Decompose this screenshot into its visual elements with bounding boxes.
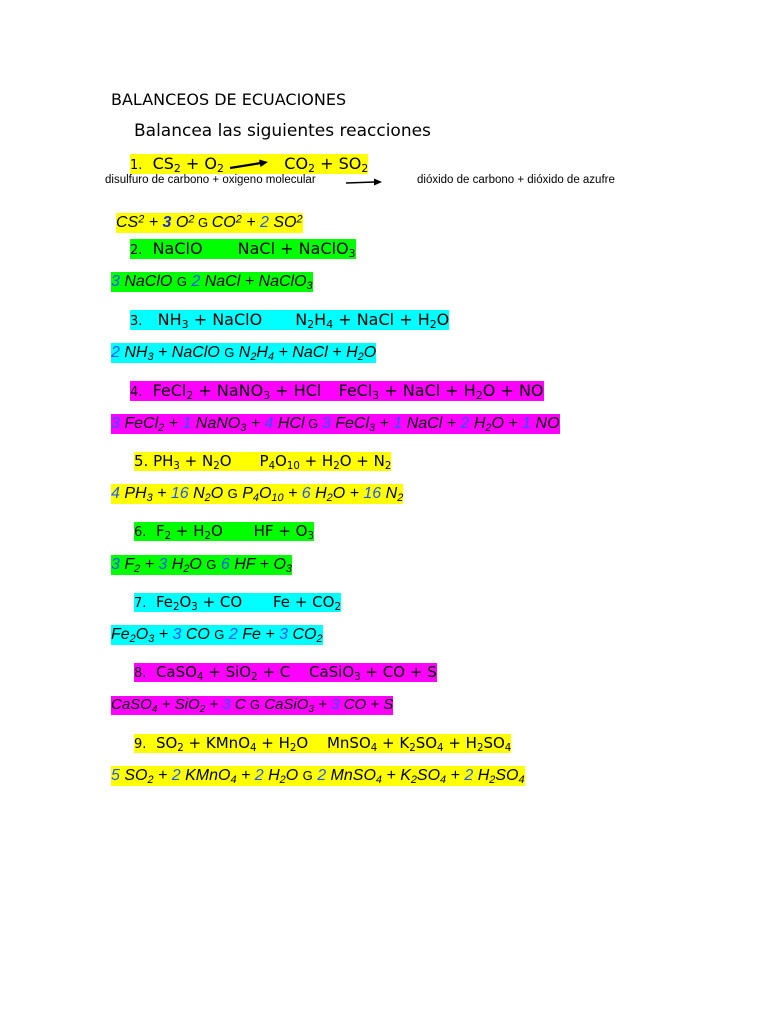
answer-6-highlight: 3 F2 + 3 H2O G 6 HF + O3 — [111, 556, 292, 576]
equation-7 — [134, 593, 341, 612]
equation-4 — [130, 381, 544, 401]
products-description: dióxido de carbono + dióxido de azufre — [417, 174, 615, 186]
answer-8 — [111, 696, 393, 715]
answer-3 — [111, 343, 376, 363]
answer-5-highlight: 4 PH3 + 16 N2O G P4O10 + 6 H2O + 16 N2 — [111, 485, 404, 505]
reactants-description: disulfuro de carbono + oxigeno molecular — [105, 174, 316, 186]
answer-5 — [111, 484, 403, 504]
equation-9-highlight: 9. SO2 + KMnO4 + H2O MnSO4 + K2SO4 + H2SO4 — [134, 734, 512, 754]
answer-8-highlight: CaSO4 + SiO2 + 3 C G CaSiO3 + 3 CO + S — [111, 696, 394, 715]
answer-2 — [111, 272, 313, 292]
equation-1-highlight: 1. CS2 + O2 CO2 + SO2 — [130, 154, 369, 176]
answer-7-highlight: Fe2O3 + 3 CO G 2 Fe + 3 CO2 — [111, 626, 323, 646]
page-subtitle: Balancea las siguientes reacciones — [134, 121, 431, 141]
equation-4-highlight: 4. FeCl2 + NaNO3 + HCl FeCl3 + NaCl + H2O + NO — [130, 381, 544, 403]
answer-1-highlight: $CS^2 + 3$ $O^2$ G $CO^2 + 2$ $SO^2$ — [116, 213, 303, 231]
answer-3-highlight: 2 NH3 + NaClO G N2H4 + NaCl + H2O — [111, 344, 377, 364]
equation-9 — [134, 734, 511, 753]
description-arrow-icon — [345, 177, 383, 187]
reaction-arrow-icon — [229, 159, 269, 171]
answer-6 — [111, 555, 292, 575]
page-title: BALANCEOS DE ECUACIONES — [111, 90, 347, 109]
answer-7 — [111, 625, 323, 645]
equation-6 — [134, 522, 314, 541]
equation-3-highlight: 3. NH3 + NaClO N2H4 + NaCl + H2O — [130, 310, 450, 332]
equation-3 — [130, 310, 449, 330]
equation-8-highlight: 8. CaSO4 + SiO2 + C CaSiO3 + CO + S — [134, 663, 437, 683]
answer-2-highlight: 3 NaClO G 2 NaCl + NaClO3 — [111, 273, 313, 293]
answer-9 — [111, 766, 525, 786]
equation-7-highlight: 7. Fe2O3 + CO Fe + CO2 — [134, 593, 341, 613]
equation-1 — [130, 154, 368, 174]
equation-6-highlight: 6. F2 + H2O HF + O3 — [134, 522, 314, 542]
equation-5 — [134, 452, 391, 471]
equation-5-highlight: 5. PH3 + N2O P4O10 + H2O + N2 — [134, 452, 392, 472]
equation-2 — [130, 239, 356, 259]
answer-1 — [116, 213, 303, 233]
equation-8 — [134, 663, 437, 682]
answer-9-highlight: 5 SO2 + 2 KMnO4 + 2 H2O G 2 MnSO4 + K2SO4 + 2 H2SO4 — [111, 767, 525, 787]
answer-4 — [111, 414, 560, 434]
answer-4-highlight: 3 FeCl2 + 1 NaNO3 + 4 HCl G 3 FeCl3 + 1 NaCl + 2 H2O + 1 NO — [111, 415, 560, 435]
equation-2-highlight: 2. NaClO NaCl + NaClO3 — [130, 239, 356, 261]
